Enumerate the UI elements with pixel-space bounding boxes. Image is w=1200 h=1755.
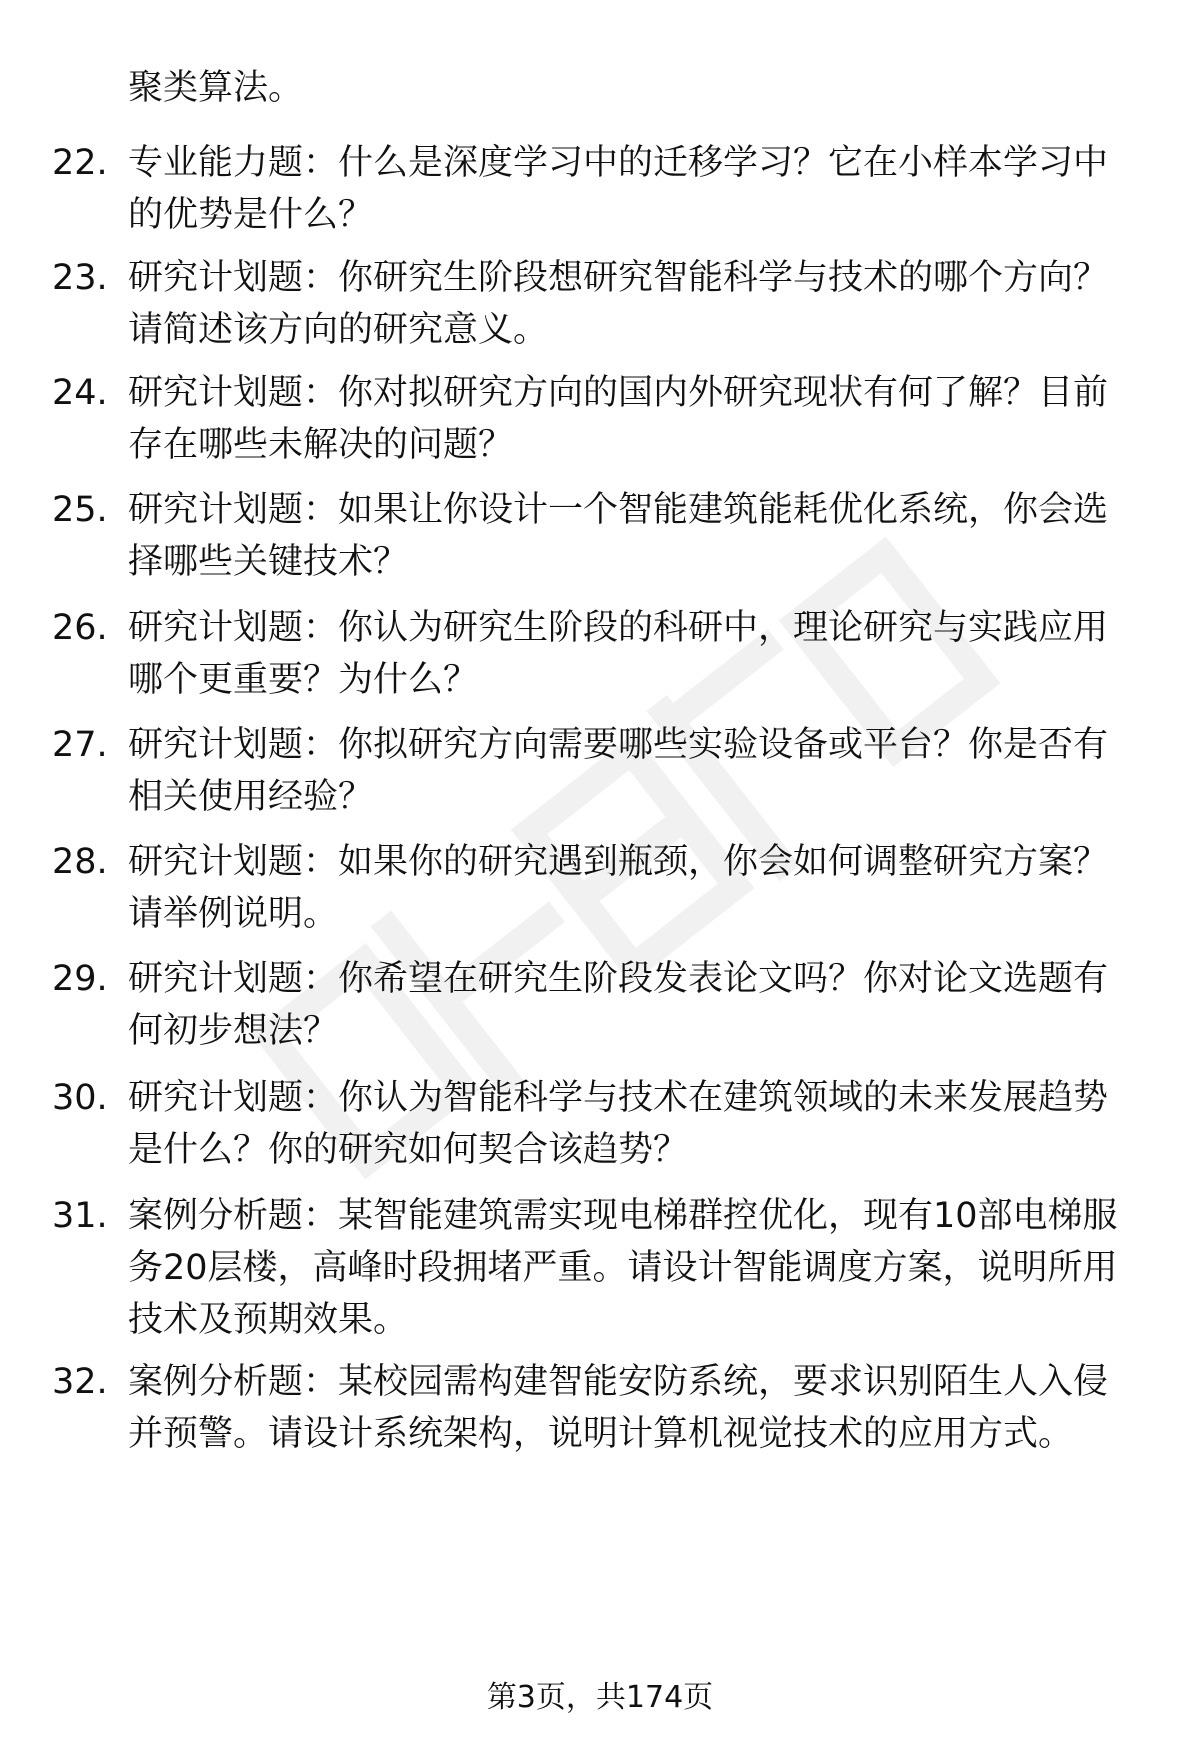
question-text: 研究计划题：如果让你设计一个智能建筑能耗优化系统，你会选择哪些关键技术？	[128, 490, 1109, 582]
list-item	[0, 1190, 1200, 1340]
question-text: 研究计划题：你对拟研究方向的国内外研究现状有何了解？目前存在哪些未解决的问题？	[128, 373, 1109, 465]
list-item	[0, 1072, 1200, 1182]
question-number: 28.	[52, 842, 108, 882]
question-number: 30.	[52, 1078, 108, 1118]
list-item	[0, 602, 1200, 712]
question-number: 29.	[52, 959, 108, 999]
question-number: 25.	[52, 490, 108, 530]
question-number: 24.	[52, 373, 108, 413]
question-text: 专业能力题：什么是深度学习中的迁移学习？它在小样本学习中的优势是什么？	[128, 143, 1109, 235]
list-item	[0, 719, 1200, 829]
question-number: 32.	[52, 1362, 108, 1402]
list-item	[0, 252, 1200, 362]
question-number: 31.	[52, 1196, 108, 1236]
list-item	[0, 953, 1200, 1063]
question-number: 23.	[52, 258, 108, 298]
list-item	[0, 1356, 1200, 1466]
list-item	[0, 137, 1200, 247]
continuation-text: 聚类算法。	[128, 68, 304, 108]
question-text: 研究计划题：你希望在研究生阶段发表论文吗？你对论文选题有何初步想法？	[128, 959, 1109, 1051]
question-text: 研究计划题：你拟研究方向需要哪些实验设备或平台？你是否有相关使用经验？	[128, 725, 1109, 817]
question-number: 26.	[52, 608, 108, 648]
page-footer: 第3页，共174页	[486, 1680, 714, 1715]
question-text: 研究计划题：你认为研究生阶段的科研中，理论研究与实践应用哪个更重要？为什么？	[128, 608, 1109, 700]
question-text: 研究计划题：如果你的研究遇到瓶颈，你会如何调整研究方案？请举例说明。	[128, 842, 1109, 934]
question-text: 案例分析题：某校园需构建智能安防系统，要求识别陌生人入侵并预警。请设计系统架构，说明计算机视觉技术的应用方式。	[128, 1362, 1109, 1454]
list-item	[0, 484, 1200, 594]
question-text: 案例分析题：某智能建筑需实现电梯群控优化，现有10部电梯服务20层楼，高峰时段拥堵严重。请设计智能调度方案，说明所用技术及预期效果。	[128, 1196, 1118, 1340]
question-number: 22.	[52, 143, 108, 183]
question-number: 27.	[52, 725, 108, 765]
list-item	[0, 367, 1200, 477]
question-text: 研究计划题：你研究生阶段想研究智能科学与技术的哪个方向？请简述该方向的研究意义。	[128, 258, 1109, 350]
question-text: 研究计划题：你认为智能科学与技术在建筑领域的未来发展趋势是什么？你的研究如何契合该趋势？	[128, 1078, 1109, 1170]
list-item	[0, 836, 1200, 946]
